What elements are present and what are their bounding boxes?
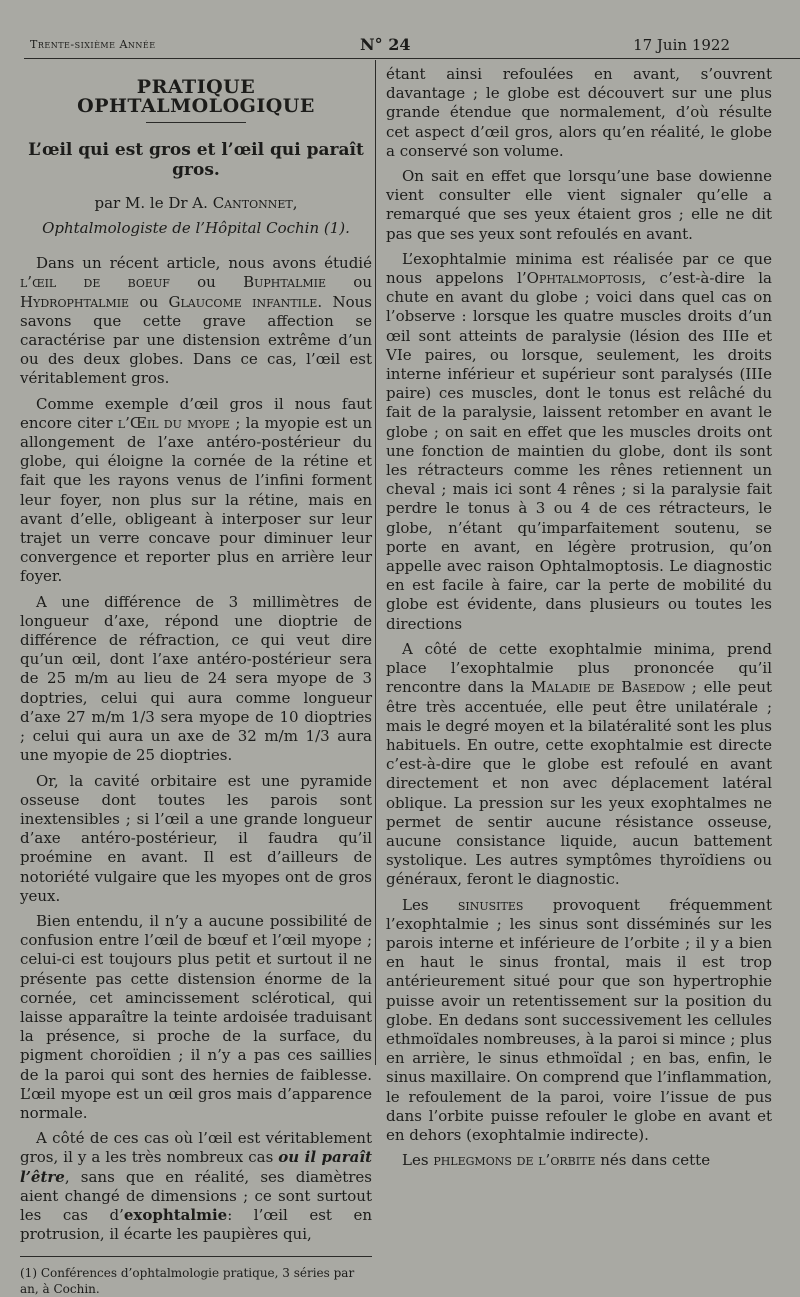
term: phlegmons de l’orbite: [433, 1151, 596, 1170]
term: sinusites: [457, 895, 524, 914]
paragraph: étant ainsi refoulées en avant, s’ouvrent davantage ; le globe est découvert sur une plus grande étendue que normalement, d’où résulte cet aspect d’œil gros, alors qu’en réalité, le globe a conservé son volume.: [386, 65, 772, 160]
author-name: Cantonnet,: [212, 193, 298, 212]
header-rule: [24, 58, 800, 59]
paragraph: A une différence de 3 millimètres de longueur d’axe, répond une dioptrie de différence de réfraction, ce qui veut dire qu’un œil, dont l’axe antéro-postérieur sera de 25 m/m au lieu de 24 sera myope de 3 doptries, celui qui aura comme longueur d’axe 27 m/m 1/3 sera myope de 10 dioptries ; celui qui aura un axe de 32 m/m 1/3 aura une myopie de 25 dioptries.: [20, 592, 372, 765]
paragraph: Bien entendu, il n’y a aucune possibilité de confusion entre l’œil de bœuf et l’œil myope ; celui-ci est toujours plus petit et surtout il ne présente pas cette distension énorme de la cornée, cet amincissement sclérotical, qui laisse apparaître la teinte ardoisée traduisant la présence, si proche de la surface, du pigment choroïdien ; il n’y a pas ces saillies de la paroi qui sont des hernies de faiblesse. L’œil myope est un œil gros mais d’apparence normale.: [20, 911, 372, 1122]
byline-prefix: par M. le Dr A.: [94, 193, 208, 212]
term: Maladie de Basedow: [531, 678, 685, 697]
section-title: PRATIQUE OPHTALMOLOGIQUE: [77, 76, 315, 118]
right-column: [386, 65, 772, 1170]
byline: [20, 194, 372, 213]
paragraph: On sait en effet que lorsqu’une base dowienne vient consulter elle vient signaler qu’elle a remarqué que ses yeux étaient gros ; elle ne dit pas que ses yeux sont refoulés en avant.: [386, 167, 772, 243]
article-title: L’œil qui est gros et l’œil qui paraît gros.: [28, 140, 364, 180]
paragraph: Les phlegmons de l’orbite nés dans cette: [402, 1151, 711, 1170]
paragraph: Or, la cavité orbitaire est une pyramide osseuse dont toutes les parois sont inextensibles ; si l’œil a une grande longueur d’axe antéro-postérieur, il faudra qu’il proémine en avant. Il est d’ailleurs de notoriété vulgaire que les myopes ont de gros yeux.: [20, 771, 372, 905]
term: Glaucome infantile: [168, 292, 318, 311]
page-header: [30, 36, 730, 58]
term: Hydrophtalmie: [20, 292, 130, 311]
term: Buphtalmie: [243, 273, 327, 292]
paragraph: A côté de cette exophtalmie minima, prend place l’exophtalmie plus prononcée qu’il rencontre dans la Maladie de Basedow ; elle peut être très accentuée, elle peut être unilatérale ; mais le degré moyen et la bilatéralité sont les plus habituels. En outre, cette exophtalmie est directe c’est-à-dire que le globe est refoulé en avant directement et non avec déplacement latéral oblique. La pression sur les yeux exophtalmes ne permet de sentir aucune résistance osseuse, aucune consistance liquide, aucun battement systolique. Les autres symptômes thyroïdiens ou généraux, feront le diagnostic.: [386, 639, 773, 889]
author-affiliation: Ophtalmologiste de l’Hôpital Cochin (1).: [42, 219, 350, 238]
header-volume: Trente-sixième Année: [30, 38, 156, 51]
left-column: [20, 78, 372, 1297]
term: exophtalmie: [123, 1205, 228, 1224]
footnote-rule: [20, 1256, 372, 1257]
footnote: (1) Conférences d’ophtalmologie pratique, 3 séries par an, à Cochin.: [20, 1266, 355, 1297]
term: Ophtalmoptosis: [526, 269, 642, 288]
term: l’Œil du myope: [117, 413, 231, 432]
header-issue-number: N° 24: [360, 35, 411, 54]
paragraph: A côté de ces cas où l’œil est véritablement gros, il y a les très nombreux cas ou il paraît l’être, sans que en réalité, ses diamètres aient changé de dimensions ; ce sont surtout les cas d’exophtalmie: l’œil est en protrusion, il écarte les paupières qui,: [20, 1129, 373, 1244]
paragraph: Comme exemple d’œil gros il nous faut encore citer l’Œil du myope ; la myopie est un allongement de l’axe antéro-postérieur du globe, qui éloigne la cornée de la rétine et fait que les rayons venus de l’infini forment leur foyer, non plus sur la rétine, mais en avant d’elle, obligeant à interposer sur leur trajet un verre concave pour diminuer leur convergence et reporter plus en arrière leur foyer.: [20, 394, 372, 586]
term: l’œil de boeuf: [20, 273, 170, 292]
header-date: 17 Juin 1922: [633, 36, 730, 54]
paragraph: Les sinusites provoquent fréquemment l’exophtalmie ; les sinus sont disséminés sur les parois interne et inférieure de l’orbite ; il y a bien en haut le sinus frontal, mais il est trop antérieurement situé pour que son hypertrophie puisse avoir un retentissement sur la position du globe. En dedans sont successivement les cellules ethmoïdales nombreuses, à la paroi si mince ; plus en arrière, le sinus ethmoïdal ; en bas, enfin, le sinus maxillaire. On comprend que l’inflammation, le refoulement de la paroi, voire l’issue de pus dans l’orbite puisse refouler le globe en avant et en dehors (exophtalmie indirecte).: [386, 895, 772, 1144]
column-divider: [375, 60, 376, 1065]
paragraph: Dans un récent article, nous avons étudié l’œil de boeuf ou Buphtalmie ou Hydrophtalmie ou Glaucome infantile. Nous savons que cette grave affection se caractérise par une distension extrême d’un ou des deux globes. Dans ce cas, l’œil est véritablement gros.: [20, 254, 372, 388]
paragraph: L’exophtalmie minima est réalisée par ce que nous appelons l’Ophtalmoptosis, c’est-à-dire la chute en avant du globe ; voici dans quel cas on l’observe : lorsque les quatre muscles droits d’un œil sont atteints de paralysie (lésion des IIIe et VIe paires, ou lorsque, seulement, les droits interne inférieur et supérieur sont paralysés (IIIe paire) ces muscles, dont le tonus est relâché du fait de la paralysie, laissent retomber en avant le globe ; on sait en effet que les muscles droits ont une fonction de maintien du globe, dont ils sont les rétracteurs comme les rênes retiennent un cheval ; mais ici sont 4 rênes ; si la paralysie fait perdre le tonus à 3 ou 4 de ces rétracteurs, le globe, n’étant qu’imparfaitement soutenu, se porte en avant, en légère protrusion, qu’on appelle avec raison Ophtalmoptosis. Le diagnostic en est facile à faire, car la perte de mobilité du globe est évidente, dans plusieurs ou toutes les directions: [386, 249, 772, 633]
section-title-rule: [146, 122, 246, 123]
emphasis: ou il paraît l’être: [20, 1148, 373, 1186]
